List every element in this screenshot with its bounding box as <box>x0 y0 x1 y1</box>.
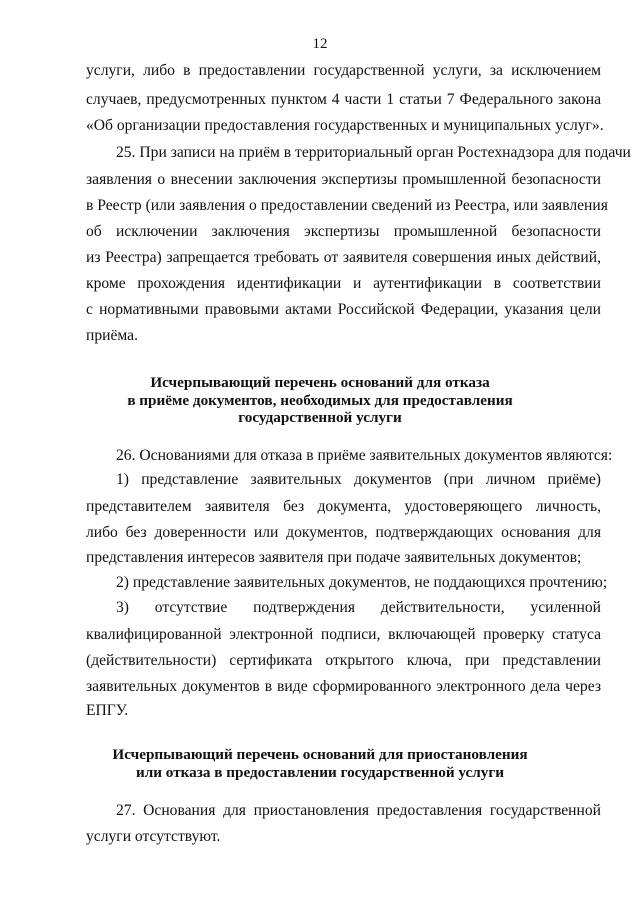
paragraph-line: случаев, предусмотренных пунктом 4 части 1 статьи 7 Федерального закона <box>86 91 601 108</box>
paragraph-26-line: 26. Основаниями для отказа в приёме заявительных документов являются: <box>116 447 613 464</box>
paragraph-27-line: услуги отсутствуют. <box>86 828 221 845</box>
paragraph-27-line: 27. Основания для приостановления предоставления государственной <box>116 802 601 819</box>
paragraph-25-line: приёма. <box>86 327 138 344</box>
list-item-1-line: 1) представление заявительных документов (при личном приёме) <box>116 471 601 488</box>
section-heading-refusal-documents: государственной услуги <box>238 409 402 426</box>
paragraph-25-line: в Реестр (или заявления о предоставлении сведений из Реестра, или заявления <box>86 197 608 214</box>
list-item-3-line: квалифицированной электронной подписи, включающей проверку статуса <box>86 626 601 643</box>
page-number: 12 <box>312 36 328 52</box>
list-item-3-line: ЕПГУ. <box>86 702 129 719</box>
list-item-3-line: (действительности) сертификата открытого ключа, при представлении <box>86 652 601 669</box>
paragraph-25-line: из Реестра) запрещается требовать от заявителя совершения иных действий, <box>86 249 601 266</box>
paragraph-25-line: заявления о внесении заключения экспертизы промышленной безопасности <box>86 171 601 188</box>
section-heading-suspension: Исчерпывающий перечень оснований для приостановления <box>112 746 528 763</box>
paragraph-25-line: кроме прохождения идентификации и аутентификации в соответствии <box>86 275 601 292</box>
section-heading-refusal-documents: Исчерпывающий перечень оснований для отказа <box>150 374 490 391</box>
paragraph-25-line: 25. При записи на приём в территориальный орган Ростехнадзора для подачи <box>116 144 631 161</box>
list-item-2-line: 2) представление заявительных документов, не поддающихся прочтению; <box>116 574 608 591</box>
paragraph-line: услуги, либо в предоставлении государственной услуги, за исключением <box>86 62 601 79</box>
section-heading-suspension: или отказа в предоставлении государственной услуги <box>135 764 504 781</box>
list-item-1-line: представителем заявителя без документа, удостоверяющего личность, <box>86 498 601 515</box>
section-heading-refusal-documents: в приёме документов, необходимых для предоставления <box>127 392 513 409</box>
list-item-1-line: представления интересов заявителя при подаче заявительных документов; <box>86 549 582 566</box>
list-item-3-line: заявительных документов в виде сформированного электронного дела через <box>86 678 601 695</box>
paragraph-25-line: об исключении заключения экспертизы промышленной безопасности <box>86 223 601 240</box>
paragraph-line: «Об организации предоставления государственных и муниципальных услуг». <box>86 117 604 134</box>
list-item-3-line: 3) отсутствие подтверждения действительности, усиленной <box>116 599 601 616</box>
paragraph-25-line: с нормативными правовыми актами Российской Федерации, указания цели <box>86 301 601 318</box>
list-item-1-line: либо без доверенности или документов, подтверждающих основания для <box>86 524 601 541</box>
